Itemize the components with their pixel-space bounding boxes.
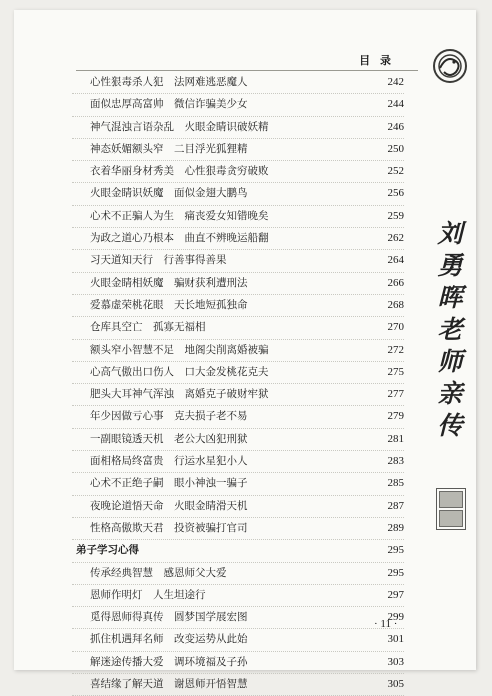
toc-entry — [72, 585, 404, 607]
toc-entry-title: 为政之道心乃根本 曲直不辨晚运船翻 — [90, 232, 269, 245]
vertical-title-char: 亲 — [437, 379, 463, 408]
toc-entry — [72, 183, 404, 205]
seal-stamp — [436, 488, 466, 530]
vertical-title-char: 勇 — [437, 251, 463, 280]
toc-entry — [72, 451, 404, 473]
toc-entry-title: 肥头大耳神气浑浊 离婚克子破财牢狱 — [90, 388, 269, 401]
toc-entry — [72, 72, 404, 94]
toc-entry-page: 295 — [387, 566, 404, 579]
toc-entry-page: 262 — [387, 232, 404, 245]
toc-entry-page: 270 — [387, 321, 404, 334]
toc-entry-page: 264 — [387, 254, 404, 267]
toc-entry-page: 275 — [387, 365, 404, 378]
toc-entry-page: 295 — [387, 544, 404, 557]
page-number: · 11 · — [374, 618, 398, 630]
toc-entry — [72, 228, 404, 250]
dragon-emblem-icon — [432, 48, 468, 84]
toc-entry-title: 面相格局终富贵 行运水星犯小人 — [90, 455, 248, 468]
toc-entry-title: 心术不正绝子嗣 眼小神浊一骗子 — [90, 477, 248, 490]
toc-entry-page: 268 — [387, 298, 404, 311]
vertical-book-title — [432, 218, 468, 442]
vertical-title-char: 师 — [437, 347, 463, 376]
toc-entry — [72, 94, 404, 116]
toc-entry-page: 305 — [387, 678, 404, 691]
toc-entry — [72, 629, 404, 651]
vertical-title-char: 晖 — [437, 283, 463, 312]
toc-entry-page: 285 — [387, 477, 404, 490]
toc-entry-page: 272 — [387, 343, 404, 356]
toc-entry-title: 心高气傲出口伤人 口大金发桃花克夫 — [90, 365, 269, 378]
toc-entry-page: 303 — [387, 655, 404, 668]
toc-entry — [72, 273, 404, 295]
toc-entry-title: 心术不正骗人为生 痛丧爱女知错晚矣 — [90, 209, 269, 222]
toc-entry-title: 爱慕虚荣桃花眼 天长地短孤独命 — [90, 298, 248, 311]
toc-entry-title: 衣着华丽身材秀美 心性狠毒贪穷破败 — [90, 165, 269, 178]
toc-entry-title: 神气混浊言语杂乱 火眼金睛识破妖精 — [90, 120, 269, 133]
toc-entry — [72, 652, 404, 674]
toc-entry-title: 火眼金睛相妖魔 骗财获利遭刑法 — [90, 276, 248, 289]
toc-entry-title: 年少因做亏心事 克夫损子老不易 — [90, 410, 248, 423]
toc-entry-title: 神态妖媚额头窄 二目浮光狐狸精 — [90, 142, 248, 155]
toc-entry-title: 习天道知天行 行善事得善果 — [90, 254, 227, 267]
toc-entry — [72, 317, 404, 339]
toc-entry-title: 仓库具空亡 孤寡无福相 — [90, 321, 206, 334]
toc-entry-title: 心性狠毒杀人犯 法网难逃恶魔人 — [90, 76, 248, 88]
vertical-title-char: 老 — [437, 315, 463, 344]
vertical-title-char: 刘 — [437, 219, 463, 248]
toc-entry — [72, 161, 404, 183]
toc-entry-title: 性格高傲欺天君 投资被骗打官司 — [90, 521, 248, 534]
toc-entry-page: 244 — [387, 98, 404, 111]
toc-section-heading — [72, 540, 404, 562]
toc-entry-title: 弟子学习心得 — [76, 544, 139, 557]
toc-entry-title: 夜晚论道悟天命 火眼金睛滑天机 — [90, 499, 248, 512]
toc-entry-page: 250 — [387, 142, 404, 155]
vertical-title-char: 传 — [437, 411, 463, 440]
toc-entry-page: 252 — [387, 165, 404, 178]
toc-entry-title: 面似忠厚高富帅 微信诈骗美少女 — [90, 98, 248, 111]
toc-entry-page: 299 — [387, 611, 404, 624]
toc-entry — [72, 384, 404, 406]
toc-entry-title: 喜结缘了解天道 谢恩师开悟智慧 — [90, 678, 248, 691]
toc-entry — [72, 607, 404, 629]
toc-entry — [72, 563, 404, 585]
toc-entry — [72, 117, 404, 139]
toc-entry-page: 266 — [387, 276, 404, 289]
toc-entry — [72, 518, 404, 540]
toc-entry-title: 恩师作明灯 人生坦途行 — [90, 588, 206, 601]
toc-entry — [72, 406, 404, 428]
toc-entry-page: 277 — [387, 388, 404, 401]
toc-entry-title: 解迷途传播大爱 调环境福及子孙 — [90, 655, 248, 668]
toc-entry — [72, 295, 404, 317]
toc-entry-page: 289 — [387, 521, 404, 534]
toc-entry-page: 283 — [387, 455, 404, 468]
toc-entry — [72, 206, 404, 228]
toc-entry-page: 259 — [387, 209, 404, 222]
toc-entry — [72, 362, 404, 384]
toc-entry — [72, 473, 404, 495]
toc-entry-page: 297 — [387, 588, 404, 601]
toc-entry-page: 287 — [387, 499, 404, 512]
toc-entry-page: 301 — [387, 633, 404, 646]
toc-entry-title: 抓住机遇拜名师 改变运势从此始 — [90, 633, 248, 646]
toc-entry-page: 256 — [387, 187, 404, 200]
toc-entry-page: 242 — [387, 76, 404, 88]
toc-entry — [72, 674, 404, 696]
toc-entry-title: 传承经典智慧 感恩师父大爱 — [90, 566, 227, 579]
table-of-contents — [72, 72, 404, 696]
running-header — [76, 52, 418, 71]
toc-entry-page: 279 — [387, 410, 404, 423]
toc-entry — [72, 429, 404, 451]
toc-entry-title: 火眼金睛识妖魔 面似金翅大鹏鸟 — [90, 187, 248, 200]
toc-entry-page: 281 — [387, 432, 404, 445]
toc-entry — [72, 496, 404, 518]
toc-entry-title: 一副眼镜透天机 老公大凶犯刑狱 — [90, 432, 248, 445]
toc-entry — [72, 340, 404, 362]
header-title: 目 录 — [359, 54, 394, 67]
toc-entry-title: 额头窄小智慧不足 地阁尖削离婚被骗 — [90, 343, 269, 356]
toc-entry-page: 246 — [387, 120, 404, 133]
toc-entry — [72, 139, 404, 161]
toc-entry-title: 觅得恩师得真传 圆梦国学展宏图 — [90, 611, 248, 624]
toc-entry — [72, 250, 404, 272]
book-page — [14, 10, 476, 691]
